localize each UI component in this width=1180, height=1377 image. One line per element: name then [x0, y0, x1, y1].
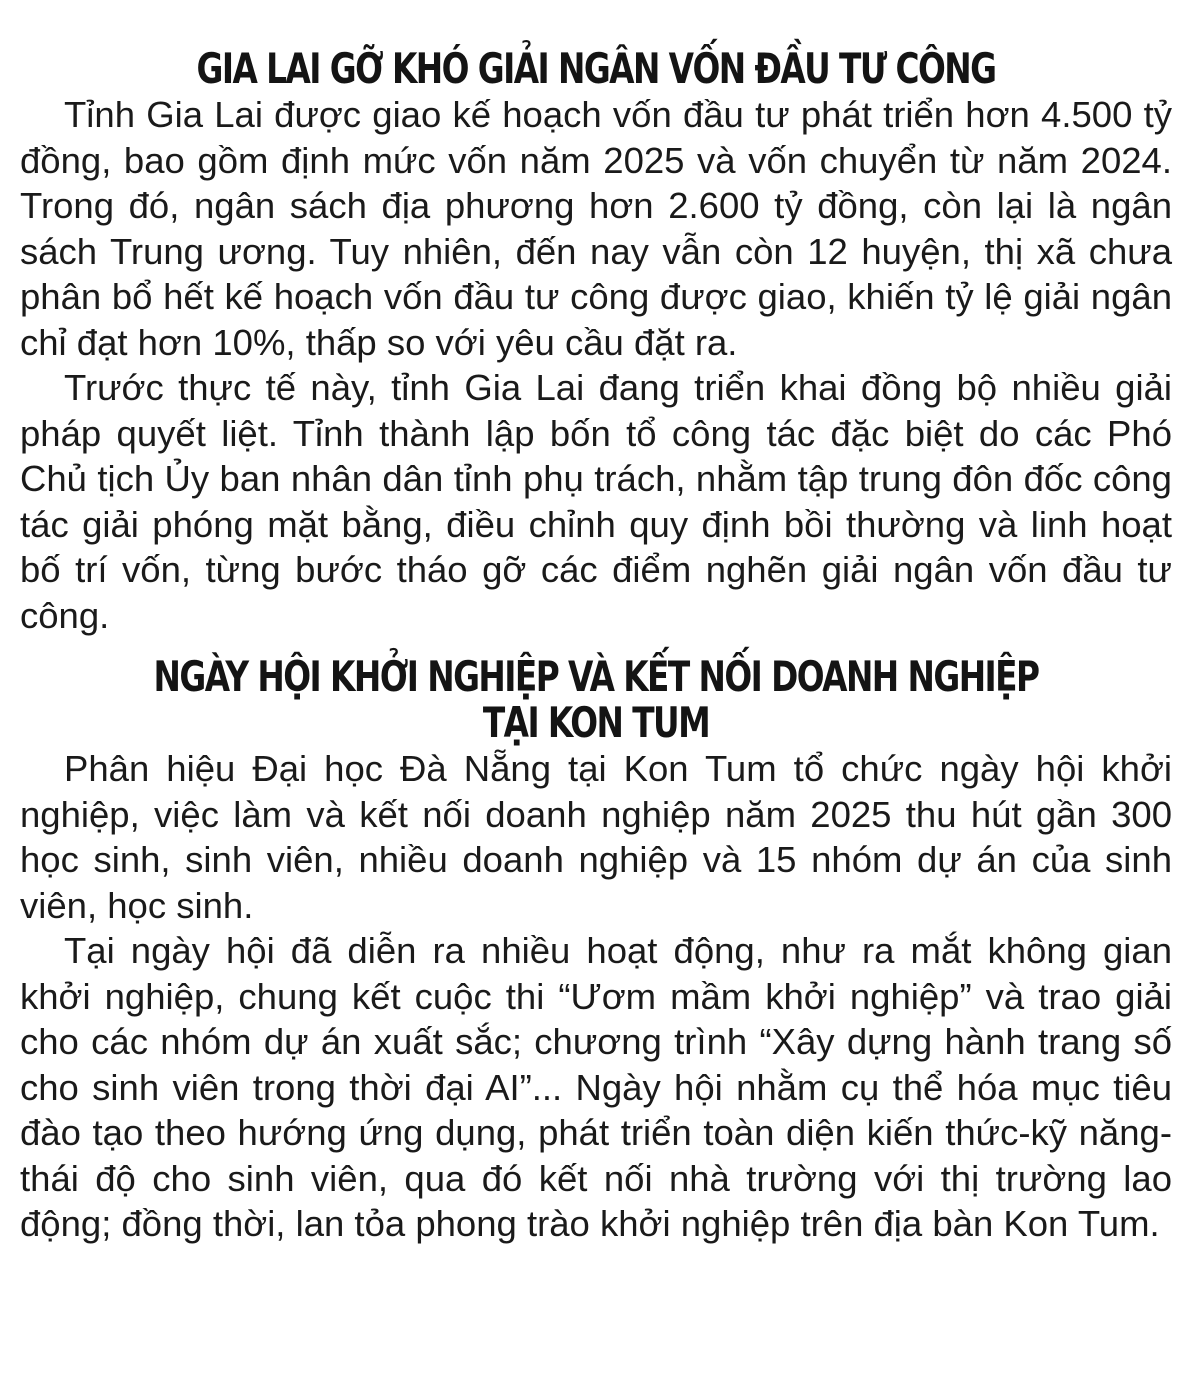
headline-text: GIA LAI GỠ KHÓ GIẢI NGÂN VỐN ĐẦU TƯ CÔNG [196, 44, 996, 93]
news-page [20, 46, 1172, 1247]
article-paragraph: Tỉnh Gia Lai được giao kế hoạch vốn đầu tư phát triển hơn 4.500 tỷ đồng, bao gồm định mức vốn năm 2025 và vốn chuyển từ năm 2024. Trong đó, ngân sách địa phương hơn 2.600 tỷ đồng, còn lại là ngân sách Trung ương. Tuy nhiên, đến nay vẫn còn 12 huyện, thị xã chưa phân bổ hết kế hoạch vốn đầu tư công được giao, khiến tỷ lệ giải ngân chỉ đạt hơn 10%, thấp so với yêu cầu đặt ra. [20, 94, 1172, 363]
headline-line-1: NGÀY HỘI KHỞI NGHIỆP VÀ KẾT NỐI DOANH NGHIỆP [153, 652, 1039, 701]
article-paragraph: Trước thực tế này, tỉnh Gia Lai đang triển khai đồng bộ nhiều giải pháp quyết liệt. Tỉnh thành lập bốn tổ công tác đặc biệt do các Phó Chủ tịch Ủy ban nhân dân tỉnh phụ trách, nhằm tập trung đôn đốc công tác giải phóng mặt bằng, điều chỉnh quy định bồi thường và linh hoạt bố trí vốn, từng bước tháo gỡ các điểm nghẽn giải ngân vốn đầu tư công. [20, 367, 1172, 636]
article-paragraph: Phân hiệu Đại học Đà Nẵng tại Kon Tum tổ chức ngày hội khởi nghiệp, việc làm và kết nối doanh nghiệp năm 2025 thu hút gần 300 học sinh, sinh viên, nhiều doanh nghiệp và 15 nhóm dự án của sinh viên, học sinh. [20, 748, 1172, 926]
headline-line-2: TẠI KON TUM [482, 698, 710, 747]
article-kon-tum [20, 654, 1172, 1247]
article-gia-lai [20, 46, 1172, 638]
article-headline [147, 654, 1046, 746]
article-paragraph: Tại ngày hội đã diễn ra nhiều hoạt động, như ra mắt không gian khởi nghiệp, chung kết cuộc thi “Ươm mầm khởi nghiệp” và trao giải cho các nhóm dự án xuất sắc; chương trình “Xây dựng hành trang số cho sinh viên trong thời đại AI”... Ngày hội nhằm cụ thể hóa mục tiêu đào tạo theo hướng ứng dụng, phát triển toàn diện kiến thức-kỹ năng-thái độ cho sinh viên, qua đó kết nối nhà trường với thị trường lao động; đồng thời, lan tỏa phong trào khởi nghiệp trên địa bàn Kon Tum. [20, 930, 1172, 1244]
article-headline [147, 46, 1046, 92]
